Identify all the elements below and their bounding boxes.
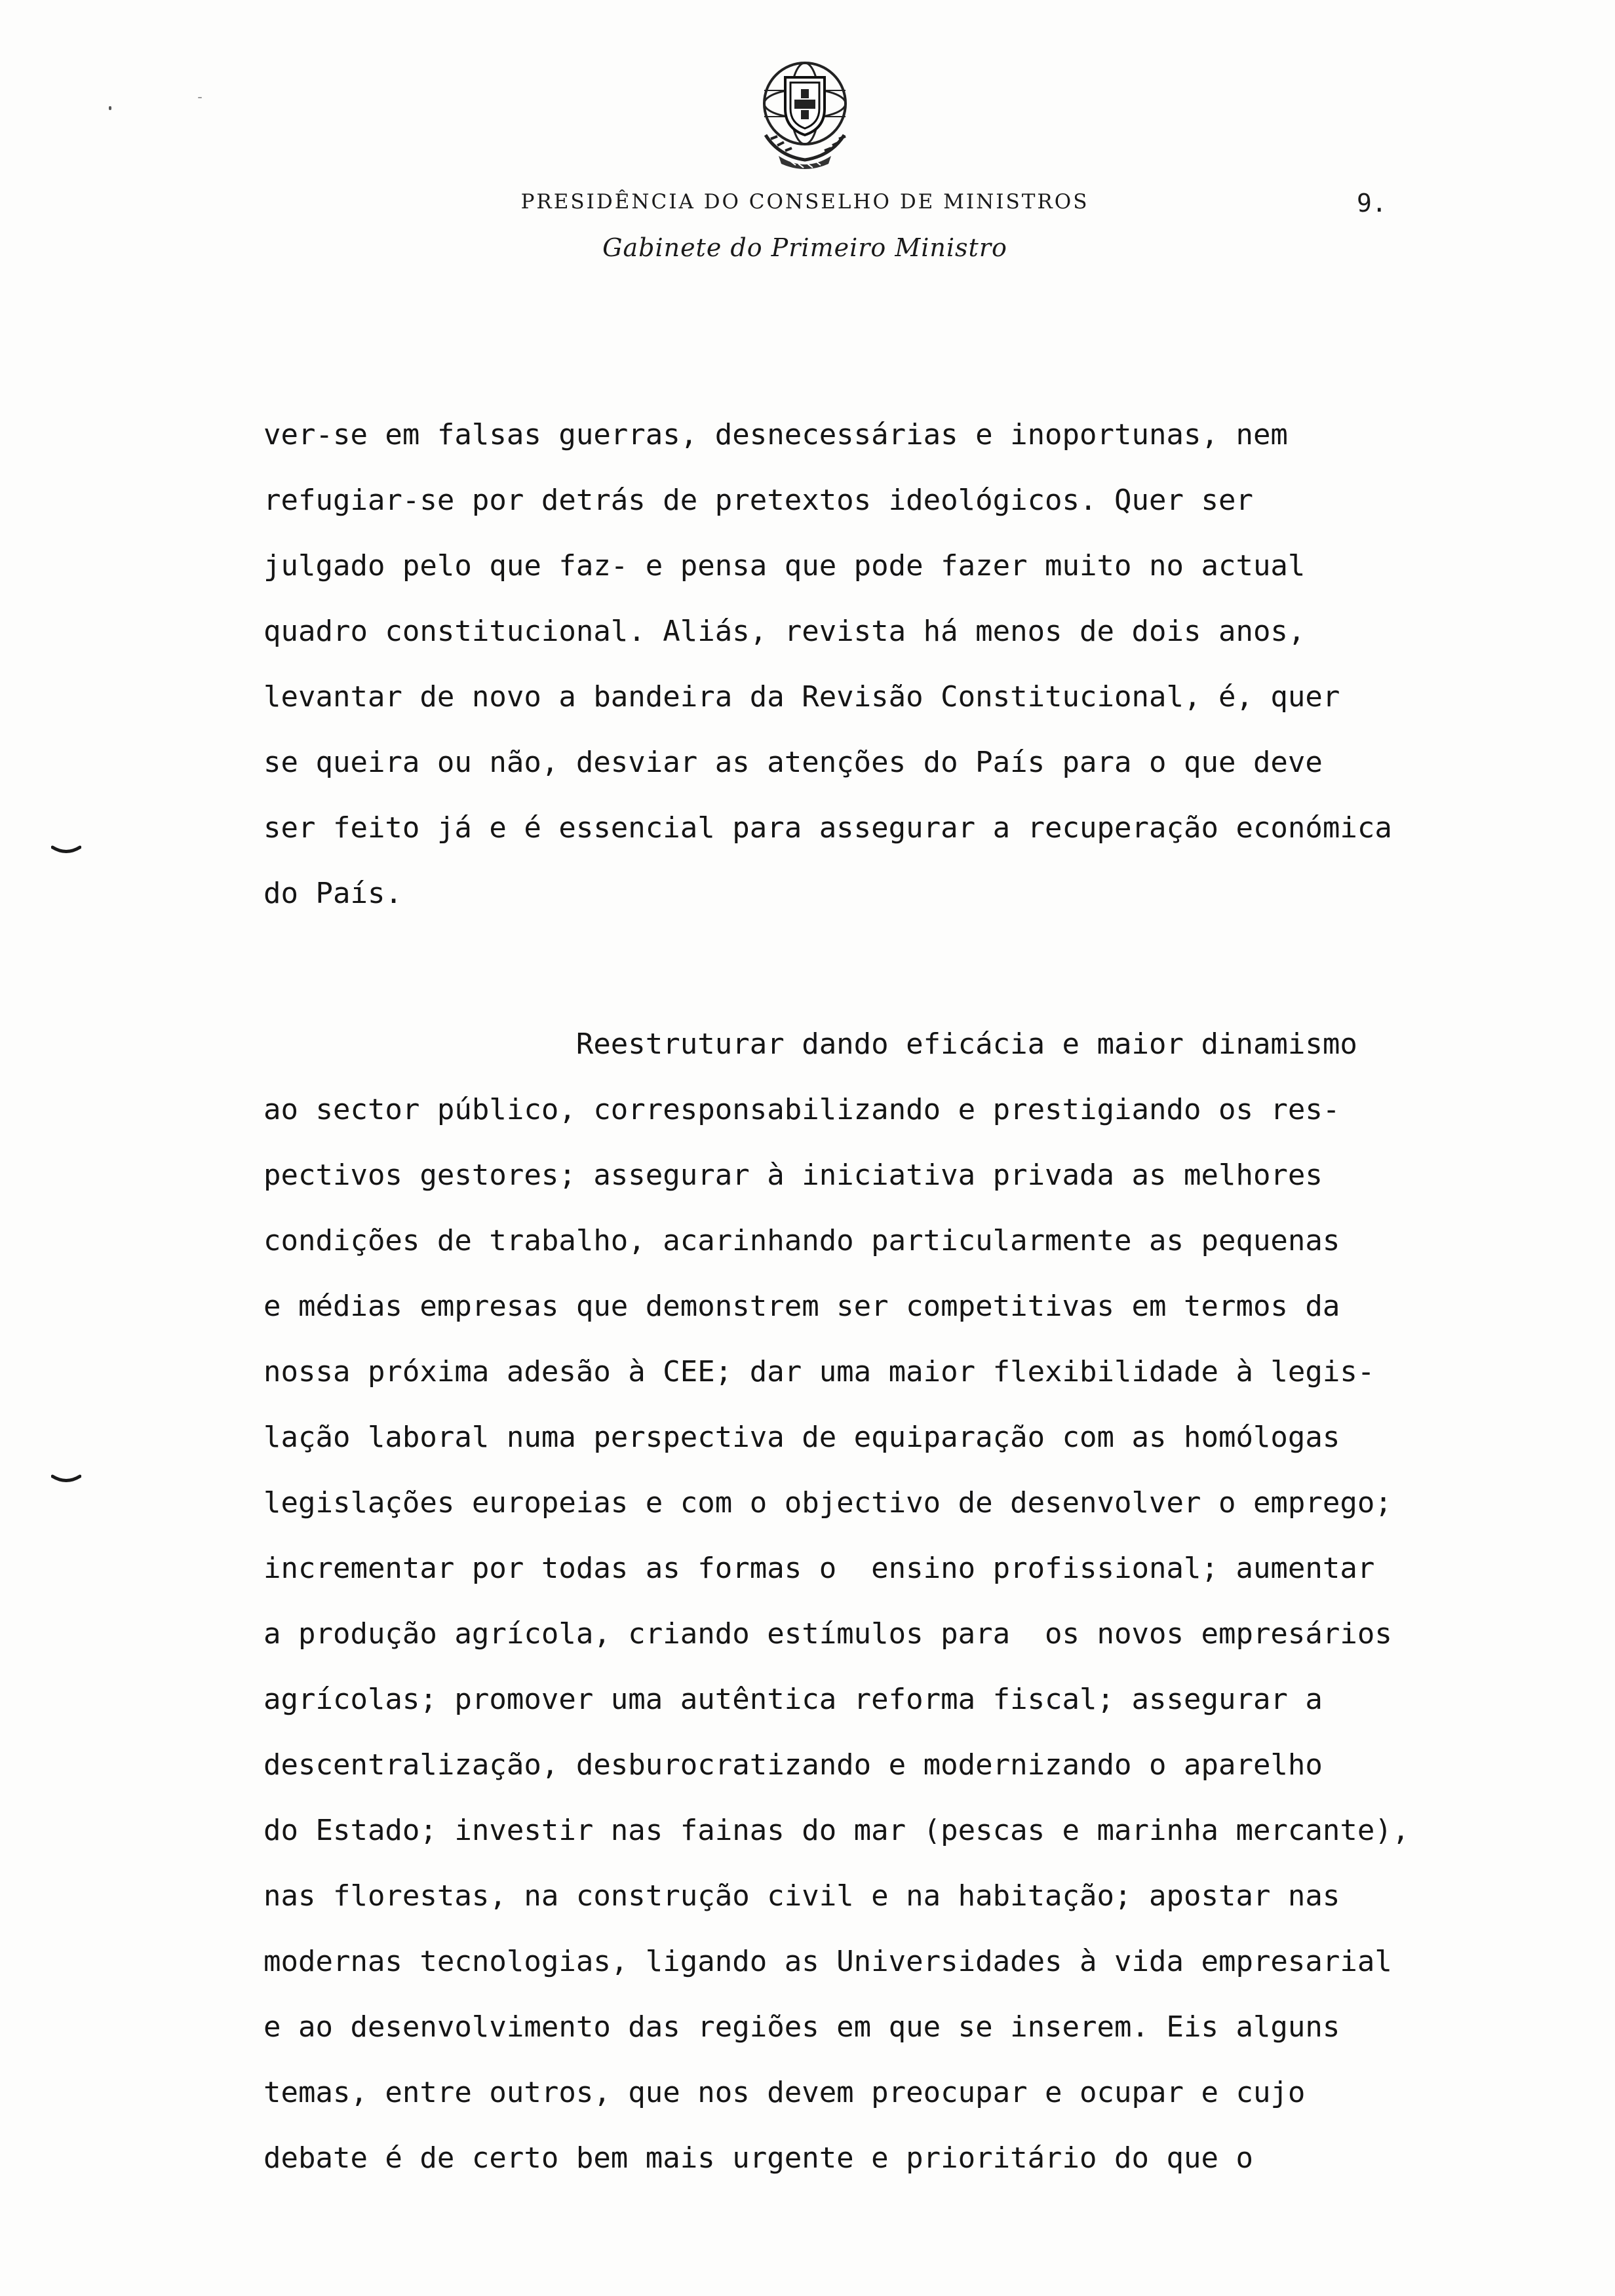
- text-line: julgado pelo que faz- e pensa que pode fazer muito no actual: [263, 549, 1306, 583]
- text-line: quadro constitucional. Aliás, revista há menos de dois anos,: [263, 615, 1306, 648]
- text-line: ver-se em falsas guerras, desnecessárias e inoportunas, nem: [263, 418, 1288, 451]
- scan-speck: [198, 97, 202, 98]
- text-line: se queira ou não, desviar as atenções do País para o que deve: [263, 746, 1323, 779]
- text-line: e ao desenvolvimento das regiões em que se inserem. Eis alguns: [263, 2010, 1340, 2044]
- text-line: condições de trabalho, acarinhando particularmente as pequenas: [263, 1224, 1340, 1257]
- text-line: agrícolas; promover uma autêntica reforma fiscal; assegurar a: [263, 1683, 1323, 1716]
- text-line: do País.: [263, 877, 402, 910]
- text-line: e médias empresas que demonstrem ser competitivas em termos da: [263, 1290, 1340, 1323]
- coat-of-arms-icon: [752, 58, 857, 173]
- text-line: descentralização, desburocratizando e modernizando o aparelho: [263, 1748, 1323, 1782]
- margin-hole-mark: [51, 845, 81, 854]
- text-line: modernas tecnologias, ligando as Universidades à vida empresarial: [263, 1945, 1392, 1978]
- text-line: temas, entre outros, que nos devem preocupar e ocupar e cujo: [263, 2076, 1306, 2109]
- paragraph: [263, 1012, 1409, 2191]
- text-line: ao sector público, corresponsabilizando e prestigiando os res-: [263, 1093, 1340, 1126]
- page-number: 9.: [1357, 189, 1387, 218]
- text-line: debate é de certo bem mais urgente e prioritário do que o: [263, 2141, 1253, 2175]
- text-line: a produção agrícola, criando estímulos para os novos empresários: [263, 1617, 1392, 1651]
- paragraph: [263, 402, 1392, 927]
- text-line: do Estado; investir nas fainas do mar (pescas e marinha mercante),: [263, 1814, 1410, 1847]
- text-line: nossa próxima adesão à CEE; dar uma maior flexibilidade à legis-: [263, 1355, 1375, 1388]
- text-line: nas florestas, na construção civil e na habitação; apostar nas: [263, 1879, 1340, 1913]
- text-line: refugiar-se por detrás de pretextos ideológicos. Quer ser: [263, 484, 1253, 517]
- text-line: pectivos gestores; assegurar à iniciativa privada as melhores: [263, 1158, 1323, 1192]
- text-line: incrementar por todas as formas o ensino profissional; aumentar: [263, 1552, 1375, 1585]
- margin-hole-mark: [51, 1474, 81, 1483]
- cabinet-subheading: Gabinete do Primeiro Ministro: [602, 233, 1007, 262]
- scan-speck: [109, 106, 111, 110]
- text-line: legislações europeias e com o objectivo de desenvolver o emprego;: [263, 1486, 1392, 1520]
- text-line: levantar de novo a bandeira da Revisão Constitucional, é, quer: [263, 680, 1340, 714]
- text-line: lação laboral numa perspectiva de equiparação com as homólogas: [263, 1421, 1340, 1454]
- institution-heading: PRESIDÊNCIA DO CONSELHO DE MINISTROS: [520, 190, 1089, 214]
- text-line: ser feito já e é essencial para assegurar a recuperação económica: [263, 811, 1392, 845]
- text-line: Reestruturar dando eficácia e maior dinamismo: [263, 1027, 1357, 1061]
